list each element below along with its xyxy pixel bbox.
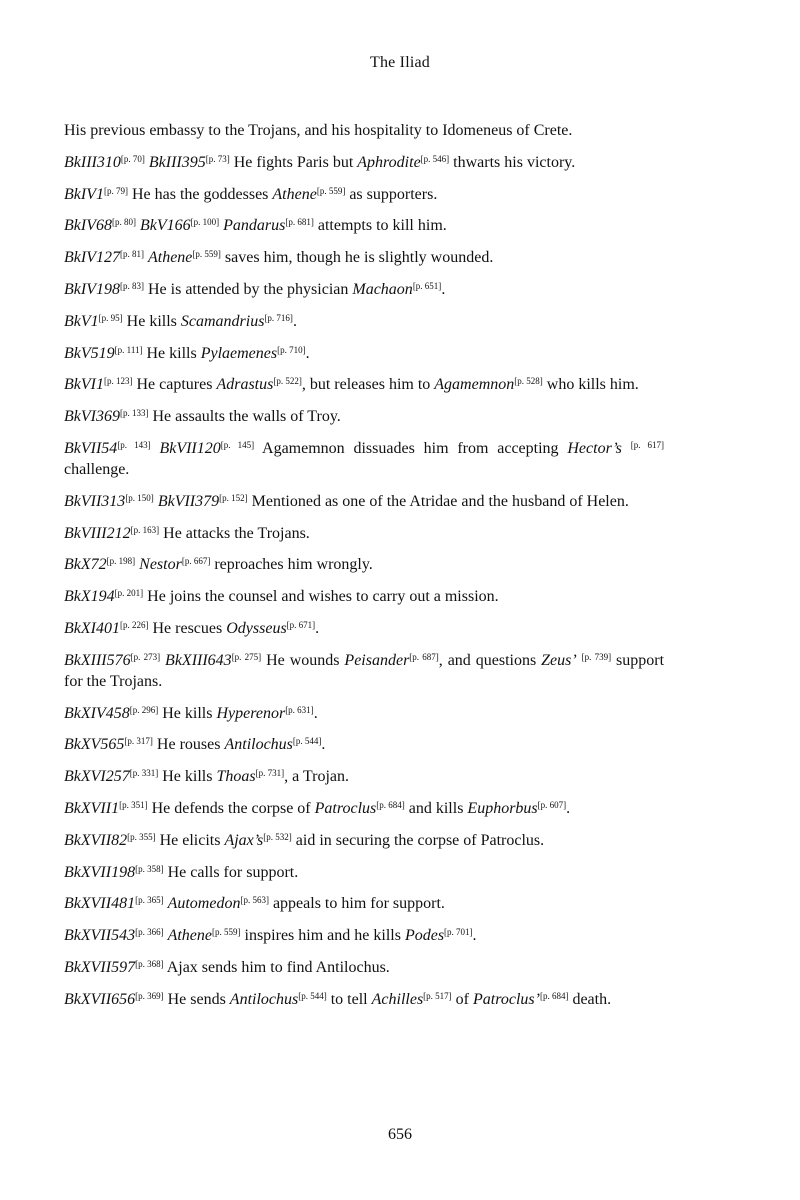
entry-text: He rouses — [152, 736, 225, 754]
page-reference: [p. 79] — [103, 185, 128, 196]
reference-label: Odysseus — [226, 619, 287, 637]
index-entry — [64, 703, 664, 724]
entry-text: and kills — [404, 799, 468, 817]
reference-label: Hector’s — [567, 439, 622, 457]
index-entry — [64, 798, 664, 819]
entry-text: He attacks the Trojans. — [159, 524, 310, 542]
entry-text: He assaults the walls of Troy. — [148, 408, 341, 426]
index-entry — [64, 374, 664, 395]
entry-text: . — [321, 736, 326, 754]
page-reference: [p. 651] — [412, 280, 442, 291]
reference-label: BkIII395 — [148, 153, 206, 171]
entry-text: attempts to kill him. — [313, 217, 447, 235]
page-reference: [p. 544] — [292, 736, 322, 747]
page-reference: [p. 710] — [277, 344, 306, 355]
entry-text: . — [292, 312, 297, 330]
page-reference: [p. 671] — [286, 619, 316, 630]
reference-label: BkX72 — [64, 556, 107, 574]
index-entry — [64, 734, 664, 755]
page-reference: [p. 739] — [581, 651, 612, 662]
reference-label: BkX194 — [64, 588, 115, 606]
page-reference: [p. 716] — [264, 312, 293, 323]
page-reference: [p. 684] — [539, 990, 569, 1001]
page-reference: [p. 546] — [420, 153, 450, 164]
reference-label: Aphrodite — [357, 153, 421, 171]
index-entry — [64, 650, 664, 692]
page-reference: [p. 517] — [423, 990, 452, 1001]
reference-label: Podes — [404, 927, 445, 945]
reference-label: BkVII120 — [159, 439, 221, 457]
reference-label: Antilochus — [224, 736, 293, 754]
entry-text: He fights Paris but — [229, 153, 358, 171]
page-reference: [p. 368] — [135, 958, 164, 969]
entry-text: . — [313, 704, 318, 722]
reference-label: BkXIII576 — [64, 651, 131, 669]
entry-text: death. — [568, 990, 612, 1008]
page-reference: [p. 201] — [114, 588, 144, 599]
index-entry — [64, 184, 664, 205]
page-reference: [p. 317] — [124, 736, 153, 747]
entry-text: saves him, though he is slightly wounded. — [220, 249, 494, 267]
reference-label: BkIV68 — [64, 217, 112, 235]
index-entry — [64, 618, 664, 639]
reference-label: Euphorbus — [467, 799, 538, 817]
page-reference: [p. 366] — [135, 927, 164, 938]
page-reference: [p. 275] — [231, 651, 262, 662]
page-reference: [p. 150] — [125, 492, 154, 503]
page-reference: [p. 273] — [130, 651, 161, 662]
page-reference: [p. 559] — [212, 927, 241, 938]
index-entry — [64, 586, 664, 607]
page-reference: [p. 331] — [129, 768, 159, 779]
page-reference: [p. 70] — [120, 153, 145, 164]
index-entry — [64, 311, 664, 332]
page-reference: [p. 563] — [240, 895, 269, 906]
entry-text: of — [451, 990, 473, 1008]
page-reference: [p. 95] — [98, 312, 123, 323]
index-entry — [64, 152, 664, 173]
page-reference: [p. 369] — [135, 990, 164, 1001]
entry-text: He calls for support. — [163, 863, 299, 881]
entry-text: Mentioned as one of the Atridae and the husband of Helen. — [247, 492, 629, 510]
reference-label: Adrastus — [216, 376, 274, 394]
page-number: 656 — [388, 1126, 412, 1143]
entry-text: . — [472, 927, 477, 945]
index-entry — [64, 989, 664, 1010]
page-reference: [p. 296] — [129, 704, 159, 715]
entry-text: Ajax sends him to find Antilochus. — [163, 958, 390, 976]
reference-label: Hyperenor — [216, 704, 286, 722]
entry-text: He kills — [158, 768, 217, 786]
entry-text: who kills him. — [542, 376, 639, 394]
reference-label: Athene — [272, 185, 317, 203]
reference-label: Patroclus — [314, 799, 377, 817]
entry-text: . — [441, 280, 446, 298]
entry-text: to tell — [326, 990, 372, 1008]
page-reference: [p. 358] — [135, 863, 164, 874]
reference-label: Zeus’ — [541, 651, 577, 669]
entry-text: He wounds — [261, 651, 345, 669]
index-entry — [64, 120, 664, 141]
index-entry — [64, 215, 664, 236]
index-entry — [64, 766, 664, 787]
reference-label: BkVIII212 — [64, 524, 131, 542]
entry-text: . — [305, 344, 310, 362]
reference-label: BkIII310 — [64, 153, 121, 171]
entry-text: , a Trojan. — [284, 768, 349, 786]
page-reference: [p. 559] — [316, 185, 346, 196]
reference-label: BkV166 — [139, 217, 191, 235]
index-entry — [64, 862, 664, 883]
reference-label: Agamemnon — [434, 376, 515, 394]
entry-text: challenge. — [64, 460, 130, 478]
reference-label: BkIV198 — [64, 280, 120, 298]
page-reference: [p. 198] — [106, 556, 136, 567]
reference-label: Nestor — [139, 556, 182, 574]
page-reference: [p. 80] — [111, 217, 136, 228]
entry-text: He elicits — [155, 831, 225, 849]
reference-label: Athene — [167, 927, 212, 945]
reference-label: BkVI1 — [64, 376, 104, 394]
reference-label: BkV1 — [64, 312, 99, 330]
reference-label: Ajax’s — [224, 831, 264, 849]
entry-text: reproaches him wrongly. — [210, 556, 373, 574]
entry-text: He has the goddesses — [127, 185, 273, 203]
reference-label: BkVI369 — [64, 408, 120, 426]
page-reference: [p. 544] — [298, 990, 327, 1001]
reference-label: BkXVI257 — [64, 768, 130, 786]
page-reference: [p. 163] — [130, 524, 160, 535]
reference-label: Patroclus’ — [473, 990, 540, 1008]
entry-text: . — [315, 619, 320, 637]
entry-text — [622, 440, 631, 457]
page-reference: [p. 607] — [537, 799, 567, 810]
page-reference: [p. 667] — [181, 556, 211, 567]
page-reference: [p. 226] — [119, 619, 149, 630]
page-reference: [p. 83] — [119, 280, 144, 291]
reference-label: BkXV565 — [64, 736, 125, 754]
reference-label: BkXIV458 — [64, 704, 130, 722]
reference-label: Thoas — [216, 768, 256, 786]
entry-text: , but releases him to — [301, 376, 435, 394]
index-entry — [64, 523, 664, 544]
entry-text: He kills — [142, 344, 201, 362]
reference-label: BkVII313 — [64, 492, 126, 510]
entry-text: He captures — [132, 376, 217, 394]
reference-label: BkXVII1 — [64, 799, 120, 817]
entry-text: He is attended by the physician — [143, 280, 353, 298]
reference-label: BkVII54 — [64, 439, 118, 457]
page-reference: [p. 133] — [119, 408, 149, 419]
reference-label: Machaon — [352, 280, 413, 298]
page-reference: [p. 701] — [444, 927, 473, 938]
reference-label: Antilochus — [229, 990, 299, 1008]
index-entry — [64, 438, 664, 480]
entry-text: inspires him and he kills — [240, 927, 405, 945]
entry-text: as supporters. — [345, 185, 438, 203]
entry-text: His previous embassy to the Trojans, and his hospitality to Idomeneus of Crete. — [64, 122, 573, 139]
page-reference: [p. 631] — [285, 704, 314, 715]
reference-label: Athene — [147, 249, 193, 267]
entry-text: thwarts his victory. — [449, 153, 576, 171]
page-reference: [p. 351] — [119, 799, 148, 810]
index-entry — [64, 925, 664, 946]
page-reference: [p. 684] — [376, 799, 405, 810]
index-entry — [64, 893, 664, 914]
entry-text: support for the Trojans. — [64, 651, 665, 690]
entry-text: He kills — [158, 704, 217, 722]
index-entry — [64, 343, 664, 364]
page-reference: [p. 111] — [114, 344, 143, 355]
entry-text: He joins the counsel and wishes to carry out a mission. — [143, 588, 499, 606]
entry-text: Agamemnon dissuades him from accepting — [254, 439, 568, 457]
index-entry — [64, 406, 664, 427]
index-body — [64, 120, 664, 1021]
reference-label: Achilles — [371, 990, 424, 1008]
reference-label: BkXVII543 — [64, 927, 136, 945]
page-reference: [p. 559] — [192, 249, 221, 260]
reference-label: BkXVII82 — [64, 831, 128, 849]
index-entry — [64, 830, 664, 851]
entry-text: He kills — [122, 312, 181, 330]
reference-label: BkXI401 — [64, 619, 120, 637]
entry-text: . — [566, 799, 571, 817]
page-reference: [p. 152] — [219, 492, 248, 503]
reference-label: BkIV127 — [64, 249, 120, 267]
page-reference: [p. 532] — [263, 831, 292, 842]
index-entry — [64, 247, 664, 268]
index-entry — [64, 957, 664, 978]
reference-label: BkXVII656 — [64, 990, 136, 1008]
page-reference: [p. 617] — [630, 439, 665, 450]
reference-label: BkXIII643 — [165, 651, 232, 669]
reference-label: Pandarus — [223, 217, 286, 235]
reference-label: Scamandrius — [180, 312, 265, 330]
entry-text: appeals to him for support. — [268, 895, 445, 913]
page-reference: [p. 143] — [117, 439, 151, 450]
entry-text: aid in securing the corpse of Patroclus. — [291, 831, 545, 849]
reference-label: Peisander — [344, 651, 410, 669]
reference-label: Automedon — [167, 895, 241, 913]
entry-text: He rescues — [148, 619, 227, 637]
entry-text: He defends the corpse of — [147, 799, 315, 817]
page-reference: [p. 73] — [205, 153, 230, 164]
reference-label: Pylaemenes — [200, 344, 278, 362]
page-reference: [p. 355] — [127, 831, 156, 842]
reference-label: BkVII379 — [157, 492, 220, 510]
reference-label: BkXVII481 — [64, 895, 136, 913]
page-reference: [p. 145] — [220, 439, 255, 450]
page-reference: [p. 528] — [514, 376, 543, 387]
entry-text: , and questions — [438, 651, 542, 669]
page-reference: [p. 81] — [119, 249, 144, 260]
reference-label: BkXVII597 — [64, 958, 136, 976]
page-reference: [p. 522] — [273, 376, 302, 387]
page-reference: [p. 687] — [409, 651, 439, 662]
page-reference: [p. 681] — [285, 217, 314, 228]
entry-text: He sends — [163, 990, 230, 1008]
page-reference: [p. 365] — [135, 895, 164, 906]
page-reference: [p. 100] — [190, 217, 220, 228]
index-entry — [64, 491, 664, 512]
page-reference: [p. 731] — [255, 768, 285, 779]
page-reference: [p. 123] — [103, 376, 133, 387]
reference-label: BkXVII198 — [64, 863, 136, 881]
reference-label: BkV519 — [64, 344, 115, 362]
index-entry — [64, 554, 664, 575]
reference-label: BkIV1 — [64, 185, 104, 203]
index-entry — [64, 279, 664, 300]
running-header: The Iliad — [370, 54, 430, 71]
